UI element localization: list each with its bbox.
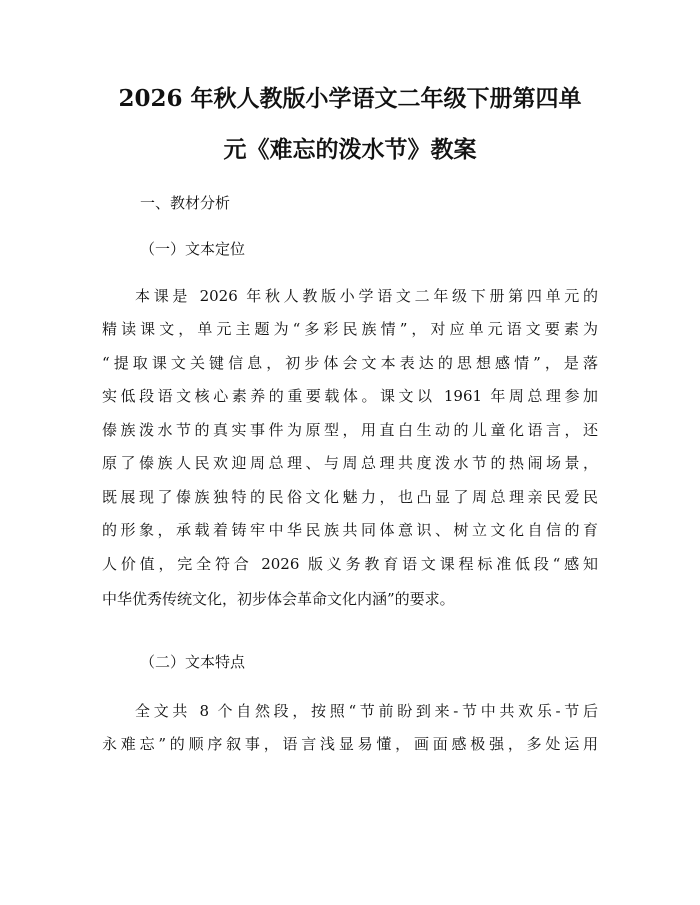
paragraph-line: 精读课文，单元主题为“多彩民族情”，对应单元语文要素为 [102, 320, 598, 338]
paragraph-line: 傣族泼水节的真实事件为原型，用直白生动的儿童化语言，还 [102, 421, 598, 439]
paragraph-line: “提取课文关键信息，初步体会文本表达的思想感情”，是落 [102, 354, 598, 372]
paragraph-line: 原了傣族人民欢迎周总理、与周总理共度泼水节的热闹场景， [102, 454, 598, 472]
section-heading-textbook-analysis: 一、教材分析 [140, 194, 231, 212]
subsection-heading-text-features: （二）文本特点 [140, 653, 246, 671]
document-title-line-1: 2026 年秋人教版小学语文二年级下册第四单 [118, 85, 582, 112]
paragraph-line: 实低段语文核心素养的重要载体。课文以 1961 年周总理参加 [102, 387, 598, 405]
document-title-line-2: 元《难忘的泼水节》教案 [223, 136, 477, 163]
paragraph-line: 全文共 8 个自然段，按照“节前盼到来-节中共欢乐-节后 [135, 702, 598, 720]
paragraph-line: 既展现了傣族独特的民俗文化魅力，也凸显了周总理亲民爱民 [102, 488, 598, 506]
paragraph-line: 永难忘”的顺序叙事，语言浅显易懂，画面感极强，多处运用 [102, 735, 598, 753]
paragraph-line: 的形象，承载着铸牢中华民族共同体意识、树立文化自信的育 [102, 521, 598, 539]
paragraph-line: 中华优秀传统文化，初步体会革命文化内涵”的要求。 [102, 590, 455, 608]
paragraph-line: 人价值，完全符合 2026 版义务教育语文课程标准低段“感知 [102, 555, 598, 573]
paragraph-line: 本课是 2026 年秋人教版小学语文二年级下册第四单元的 [135, 287, 598, 305]
subsection-heading-text-positioning: （一）文本定位 [140, 240, 246, 258]
